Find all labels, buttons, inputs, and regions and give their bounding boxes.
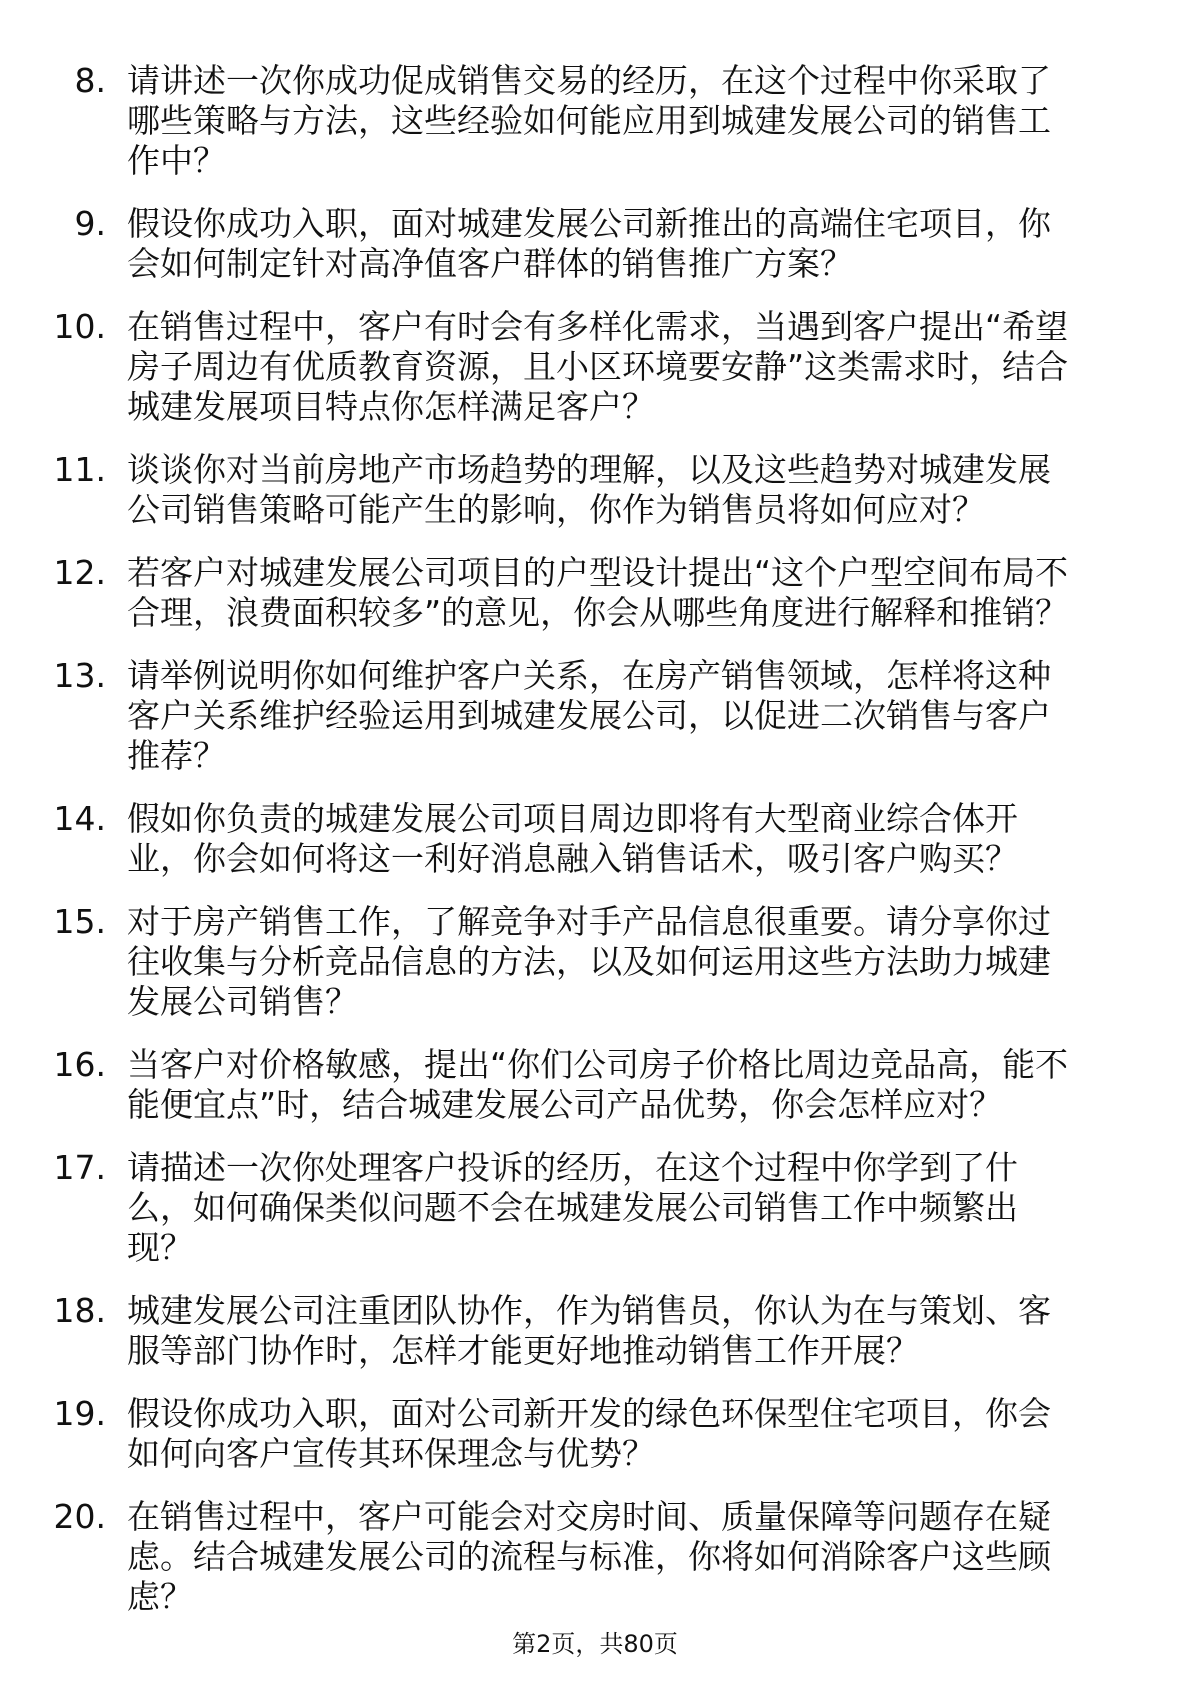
- question-item: [0, 307, 1190, 427]
- question-number: 9.: [74, 204, 106, 243]
- question-text: [127, 1148, 1190, 1268]
- question-text: [127, 1497, 1190, 1617]
- question-item: [0, 1497, 1190, 1617]
- question-line: 业，你会如何将这一利好消息融入销售话术，吸引客户购买？: [127, 839, 1018, 878]
- question-line: 对于房产销售工作，了解竞争对手产品信息很重要。请分享你过: [127, 902, 1051, 941]
- question-number: 13.: [53, 656, 106, 695]
- question-text: [127, 799, 1190, 879]
- question-line: 能便宜点”时，结合城建发展公司产品优势，你会怎样应对？: [127, 1085, 1003, 1124]
- question-item: [0, 1394, 1190, 1474]
- question-line: 公司销售策略可能产生的影响，你作为销售员将如何应对？: [127, 490, 985, 529]
- question-text: [127, 450, 1190, 530]
- question-line: 么，如何确保类似问题不会在城建发展公司销售工作中频繁出: [127, 1188, 1018, 1227]
- question-number: 15.: [53, 902, 106, 941]
- question-item: [0, 1148, 1190, 1268]
- question-line: 请讲述一次你成功促成销售交易的经历，在这个过程中你采取了: [127, 61, 1051, 100]
- question-line: 虑？: [127, 1577, 193, 1616]
- question-item: [0, 902, 1190, 1022]
- question-line: 发展公司销售？: [127, 982, 358, 1021]
- question-text: [127, 1291, 1190, 1371]
- question-line: 谈谈你对当前房地产市场趋势的理解，以及这些趋势对城建发展: [127, 450, 1051, 489]
- question-line: 请描述一次你处理客户投诉的经历，在这个过程中你学到了什: [127, 1148, 1018, 1187]
- question-number: 18.: [53, 1291, 106, 1330]
- question-item: [0, 553, 1190, 633]
- question-line: 合理，浪费面积较多”的意见，你会从哪些角度进行解释和推销？: [127, 593, 1069, 632]
- question-line: 城建发展项目特点你怎样满足客户？: [127, 387, 655, 426]
- question-line: 城建发展公司注重团队协作，作为销售员，你认为在与策划、客: [127, 1291, 1051, 1330]
- question-text: [127, 61, 1190, 181]
- question-line: 客户关系维护经验运用到城建发展公司，以促进二次销售与客户: [127, 696, 1051, 735]
- question-line: 当客户对价格敏感，提出“你们公司房子价格比周边竞品高，能不: [127, 1045, 1069, 1084]
- question-line: 如何向客户宣传其环保理念与优势？: [127, 1434, 655, 1473]
- question-text: [127, 902, 1190, 1022]
- question-number: 20.: [53, 1497, 106, 1536]
- question-item: [0, 1045, 1190, 1125]
- question-line: 往收集与分析竞品信息的方法，以及如何运用这些方法助力城建: [127, 942, 1051, 981]
- question-line: 服等部门协作时，怎样才能更好地推动销售工作开展？: [127, 1331, 919, 1370]
- question-text: [127, 204, 1190, 284]
- question-number: 19.: [53, 1394, 106, 1433]
- question-text: [127, 1394, 1190, 1474]
- question-text: [127, 553, 1190, 633]
- question-number: 14.: [53, 799, 106, 838]
- question-line: 哪些策略与方法，这些经验如何能应用到城建发展公司的销售工: [127, 101, 1051, 140]
- question-item: [0, 799, 1190, 879]
- question-number: 11.: [53, 450, 106, 489]
- question-line: 虑。结合城建发展公司的流程与标准，你将如何消除客户这些顾: [127, 1537, 1051, 1576]
- question-line: 假设你成功入职，面对公司新开发的绿色环保型住宅项目，你会: [127, 1394, 1051, 1433]
- question-line: 推荐？: [127, 736, 226, 775]
- question-item: [0, 204, 1190, 284]
- question-item: [0, 450, 1190, 530]
- question-list: [0, 61, 1190, 1640]
- question-number: 17.: [53, 1148, 106, 1187]
- question-item: [0, 61, 1190, 181]
- question-text: [127, 656, 1190, 776]
- page-footer: 第2页，共80页: [512, 1630, 678, 1658]
- question-line: 假如你负责的城建发展公司项目周边即将有大型商业综合体开: [127, 799, 1018, 838]
- question-item: [0, 1291, 1190, 1371]
- question-line: 会如何制定针对高净值客户群体的销售推广方案？: [127, 244, 853, 283]
- question-text: [127, 1045, 1190, 1125]
- question-line: 现？: [127, 1228, 193, 1267]
- question-number: 10.: [53, 307, 106, 346]
- question-line: 作中？: [127, 141, 226, 180]
- question-line: 在销售过程中，客户有时会有多样化需求，当遇到客户提出“希望: [127, 307, 1069, 346]
- question-line: 房子周边有优质教育资源，且小区环境要安静”这类需求时，结合: [127, 347, 1069, 386]
- question-line: 假设你成功入职，面对城建发展公司新推出的高端住宅项目，你: [127, 204, 1051, 243]
- question-item: [0, 656, 1190, 776]
- question-line: 请举例说明你如何维护客户关系，在房产销售领域，怎样将这种: [127, 656, 1051, 695]
- question-line: 若客户对城建发展公司项目的户型设计提出“这个户型空间布局不: [127, 553, 1069, 592]
- question-number: 12.: [53, 553, 106, 592]
- question-number: 8.: [74, 61, 106, 100]
- question-text: [127, 307, 1190, 427]
- question-line: 在销售过程中，客户可能会对交房时间、质量保障等问题存在疑: [127, 1497, 1051, 1536]
- question-number: 16.: [53, 1045, 106, 1084]
